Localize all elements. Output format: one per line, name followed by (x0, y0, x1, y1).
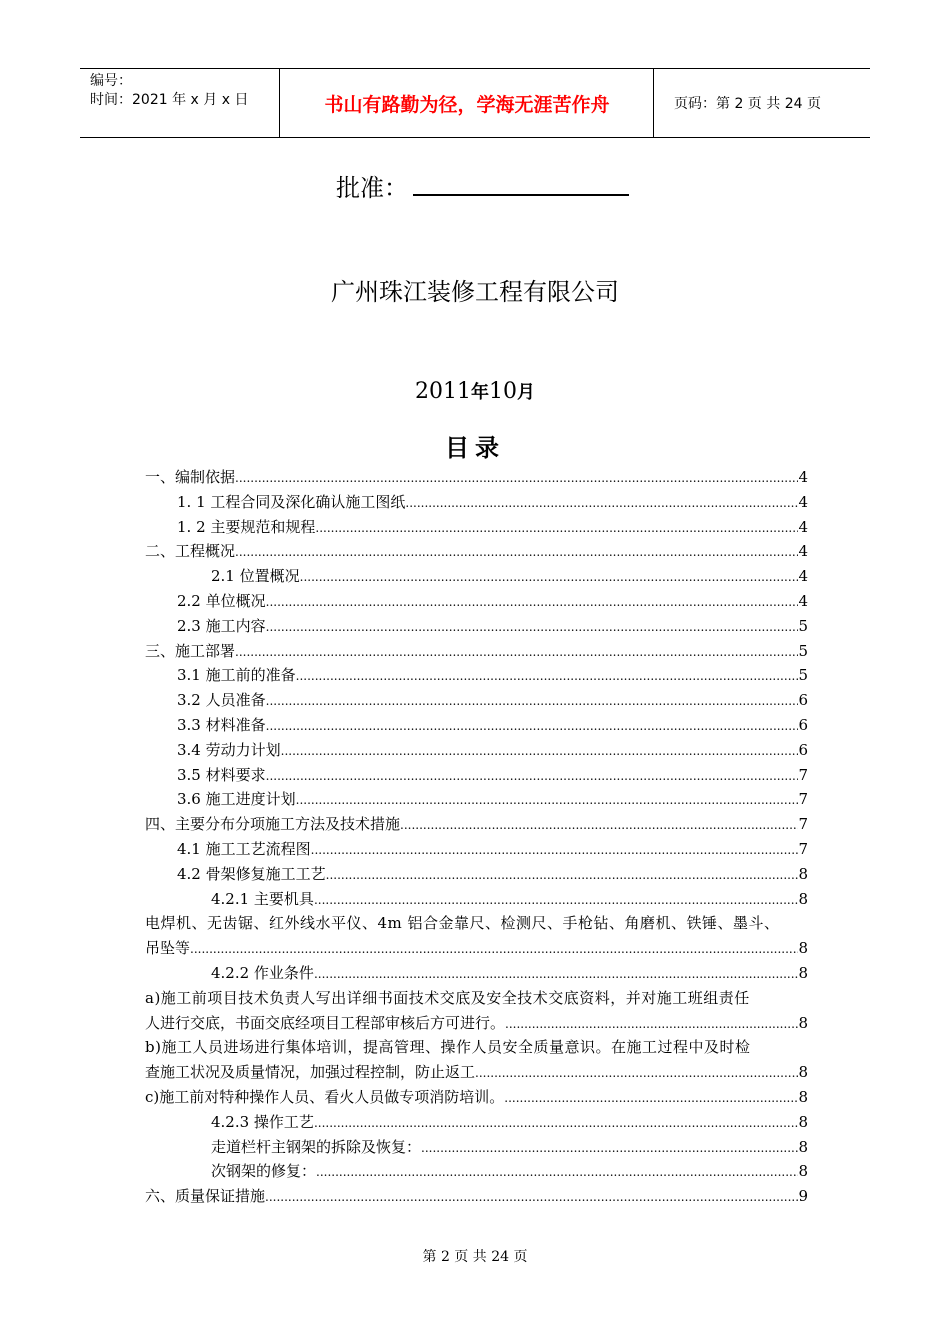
toc-entry[interactable] (145, 466, 808, 491)
toc-leader-dots (296, 669, 799, 683)
toc-leader-dots (190, 942, 798, 956)
toc-entry-label: 一、编制依据 (145, 468, 236, 486)
toc-leader-dots (315, 521, 798, 535)
toc-entry-page: 4 (798, 542, 808, 561)
date-year-unit: 年 (471, 382, 489, 403)
toc-entry-page: 5 (798, 616, 808, 635)
toc-entry-label: 1. 1 工程合同及深化确认施工图纸 (177, 492, 406, 511)
toc-entry-page: 7 (798, 815, 808, 834)
toc-entry-page: 4 (798, 492, 808, 511)
toc-entry-label: 六、质量保证措施 (145, 1187, 266, 1206)
toc-entry-page: 6 (798, 715, 808, 734)
toc-entry-page: 8 (798, 1137, 808, 1156)
document-date (0, 378, 950, 404)
toc-entry[interactable] (145, 565, 808, 590)
toc-entry-label: 吊坠等 (145, 939, 191, 958)
toc-leader-dots (266, 620, 799, 634)
toc-entry-page: 8 (798, 963, 808, 982)
date-month: 10 (489, 379, 517, 404)
approval-label: 批准： (336, 174, 408, 202)
toc-entry-label: c)施工前对特种操作人员、看火人员做专项消防培训。 (145, 1087, 505, 1106)
toc-entry[interactable] (145, 838, 808, 863)
toc-entry-page: 4 (798, 468, 808, 486)
toc-entry-page: 7 (798, 839, 808, 858)
toc-entry-page: 8 (798, 889, 808, 908)
toc-entry-page: 5 (798, 641, 808, 660)
toc-leader-dots (316, 1165, 798, 1179)
toc-leader-dots (314, 1116, 799, 1130)
approval-line (336, 168, 408, 203)
toc-entry-label: 2.3 施工内容 (177, 616, 266, 635)
page-header (80, 68, 870, 138)
toc-leader-dots (475, 1066, 798, 1080)
toc-entry-page: 8 (798, 1087, 808, 1106)
toc-entry-label: 二、工程概况 (145, 542, 236, 561)
toc-text-line: 电焊机、无齿锯、红外线水平仪、4m 铝合金靠尺、检测尺、手枪钻、角磨机、铁锤、墨斗、 (145, 914, 780, 933)
toc-text-line: b)施工人员进场进行集体培训，提高管理、操作人员安全质量意识。在施工过程中及时检 (145, 1038, 751, 1057)
toc-entry-page: 6 (798, 740, 808, 759)
header-meta (80, 69, 280, 137)
number-label: 编号： (90, 73, 132, 89)
toc-entry-label: 2.2 单位概况 (177, 591, 266, 610)
page-info-text: 页码：第 2 页 共 24 页 (674, 96, 821, 112)
date-year: 2011 (415, 379, 471, 404)
header-motto: 书山有路勤为径，学海无涯苦作舟 (281, 69, 654, 137)
toc-entry-label: 4.1 施工工艺流程图 (177, 839, 311, 858)
toc-entry-page: 8 (798, 939, 808, 958)
toc-entry[interactable] (145, 640, 808, 665)
toc-leader-dots (235, 545, 798, 559)
toc-entry-page: 8 (798, 1112, 808, 1131)
toc-entry-label: 3.2 人员准备 (177, 691, 266, 710)
toc-leader-dots (400, 818, 798, 832)
toc-entry-page: 6 (798, 691, 808, 710)
toc-entry-label: 3.6 施工进度计划 (177, 790, 296, 809)
toc-entry-label: 走道栏杆主钢架的拆除及恢复： (211, 1137, 422, 1156)
toc-entry-page: 4 (798, 567, 808, 586)
toc-leader-dots (300, 570, 799, 584)
toc-leader-dots (235, 471, 798, 485)
toc-leader-dots (266, 694, 799, 708)
toc-entry-label: 4.2.1 主要机具 (211, 889, 314, 908)
toc-entry[interactable] (145, 615, 808, 640)
time-label: 时间：2021 年 x 月 x 日 (90, 92, 249, 108)
toc-leader-dots (421, 1141, 798, 1155)
toc-entry-page: 8 (798, 1063, 808, 1082)
toc-leader-dots (266, 769, 799, 783)
signature-underline (413, 194, 629, 196)
toc-entry-page: 9 (798, 1187, 808, 1206)
toc-entry[interactable] (145, 590, 808, 615)
toc-entry[interactable] (145, 962, 808, 987)
toc-entry-page: 4 (798, 517, 808, 536)
toc-entry[interactable] (145, 1136, 808, 1161)
toc-entry-page: 8 (798, 864, 808, 883)
toc-leader-dots (314, 967, 799, 981)
table-of-contents (145, 466, 808, 1210)
toc-entry[interactable] (145, 1012, 808, 1037)
toc-entry-label: 3.4 劳动力计划 (177, 740, 281, 759)
toc-entry-label: 次钢架的修复： (211, 1162, 317, 1181)
toc-entry[interactable] (145, 540, 808, 565)
toc-entry[interactable] (145, 516, 808, 541)
toc-entry-page: 7 (798, 790, 808, 809)
date-month-unit: 月 (517, 382, 535, 403)
toc-entry[interactable] (145, 863, 808, 888)
toc-entry-label: 三、施工部署 (145, 641, 236, 660)
toc-entry[interactable] (145, 1086, 808, 1111)
toc-entry-label: 人进行交底，书面交底经项目工程部审核后方可进行。 (145, 1013, 506, 1032)
toc-entry-label: 3.3 材料准备 (177, 715, 266, 734)
toc-entry-label: 四、主要分布分项施工方法及技术措施 (145, 815, 401, 834)
toc-entry[interactable] (145, 764, 808, 789)
toc-entry[interactable] (145, 664, 808, 689)
toc-entry[interactable] (145, 1185, 808, 1210)
toc-entry-label: 3.1 施工前的准备 (177, 666, 296, 685)
toc-entry-label: 查施工状况及质量情况，加强过程控制，防止返工 (145, 1063, 476, 1082)
toc-leader-dots (281, 744, 799, 758)
toc-entry[interactable] (145, 739, 808, 764)
toc-entry[interactable] (145, 491, 808, 516)
toc-entry-page: 7 (798, 765, 808, 784)
toc-entry-label: 4.2.2 作业条件 (211, 963, 314, 982)
page-footer: 第 2 页 共 24 页 (422, 1249, 528, 1265)
toc-entry-page: 8 (798, 1162, 808, 1181)
toc-entry-label: 4.2.3 操作工艺 (211, 1112, 314, 1131)
toc-entry[interactable] (145, 714, 808, 739)
toc-entry[interactable] (145, 1111, 808, 1136)
toc-leader-dots (311, 843, 799, 857)
toc-leader-dots (504, 1091, 798, 1105)
toc-entry-label: 3.5 材料要求 (177, 765, 266, 784)
toc-leader-dots (326, 868, 799, 882)
toc-entry-label: 4.2 骨架修复施工工艺 (177, 864, 326, 883)
toc-entry-page: 8 (798, 1013, 808, 1032)
header-page-info (664, 69, 870, 137)
toc-leader-dots (265, 1190, 798, 1204)
toc-entry[interactable] (145, 937, 808, 962)
toc-entry[interactable] (145, 1061, 808, 1086)
toc-entry-page: 5 (798, 666, 808, 685)
toc-entry-label: 1. 2 主要规范和规程 (177, 517, 316, 536)
toc-leader-dots (296, 793, 799, 807)
company-name: 广州珠江装修工程有限公司 (331, 278, 619, 306)
toc-title: 目录 (445, 434, 505, 462)
toc-text-line: a)施工前项目技术负责人写出详细书面技术交底及安全技术交底资料，并对施工班组责任 (145, 988, 750, 1007)
toc-leader-dots (505, 1017, 798, 1031)
toc-leader-dots (266, 595, 799, 609)
toc-entry-page: 4 (798, 591, 808, 610)
toc-entry[interactable] (145, 1160, 808, 1185)
toc-leader-dots (266, 719, 799, 733)
toc-entry[interactable] (145, 813, 808, 838)
toc-entry[interactable] (145, 689, 808, 714)
toc-leader-dots (235, 645, 798, 659)
toc-entry-label: 2.1 位置概况 (211, 567, 300, 586)
toc-leader-dots (405, 496, 798, 510)
toc-entry[interactable] (145, 888, 808, 913)
toc-entry[interactable] (145, 788, 808, 813)
toc-leader-dots (314, 893, 799, 907)
